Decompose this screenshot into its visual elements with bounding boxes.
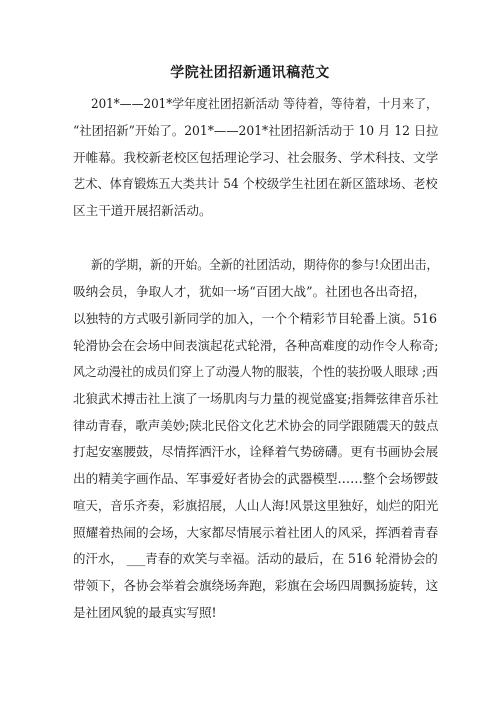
document-title: 学院社团招新通讯稿范文: [170, 65, 330, 81]
paragraph-2-line: 新的学期，新的开始。全新的社团活动，期待你的参与!众团出击，: [91, 257, 439, 272]
paragraph-1-line: 艺术、体育锻炼五大类共计 54 个校级学生社团在新区篮球场、老校: [73, 176, 438, 191]
paragraph-2-line: 以独特的方式吸引新同学的加入，一个个精彩节目轮番上演。516: [73, 311, 438, 326]
paragraph-2-line: 是社团风貌的最真实写照!: [73, 605, 217, 620]
paragraph-1-line: 开帷幕。我校新老校区包括理论学习、社会服务、学术科技、文学: [73, 150, 439, 165]
paragraph-1-line: 区主干道开展招新活动。: [73, 203, 212, 218]
paragraph-2-line: 打起安塞腰鼓，尽情挥洒汗水，诠释着气势磅礴。更有书画协会展: [73, 444, 439, 459]
paragraph-1-line: 201*——201*学年度社团招新活动 等待着，等待着，十月来了，: [91, 96, 438, 111]
paragraph-2-line: 喧天，音乐齐奏，彩旗招展，人山人海!风景这里独好，灿烂的阳光: [73, 498, 439, 513]
paragraph-1-line: “社团招新”开始了。201*——201*社团招新活动于 10 月 12 日拉: [73, 123, 439, 138]
paragraph-2-line: 吸纳会员，争取人才，犹如一场“百团大战”。社团也各出奇招，: [73, 284, 426, 299]
paragraph-2-line: 律动青春，歌声美妙;陕北民俗文化艺术协会的同学跟随震天的鼓点: [73, 418, 439, 433]
paragraph-2-line: 轮滑协会在会场中间表演起花式轮滑，各种高难度的动作令人称奇;: [73, 338, 439, 353]
paragraph-2-line: 的汗水， ___青春的欢笑与幸福。活动的最后，在 516 轮滑协会的: [73, 551, 438, 566]
paragraph-2-line: 带领下，各协会举着会旗绕场奔跑，彩旗在会场四周飘扬旋转，这: [73, 578, 439, 593]
paragraph-2-line: 北狼武术搏击社上演了一场肌肉与力量的视觉盛宴;指舞弦律音乐社: [73, 391, 439, 406]
paragraph-2-line: 出的精美字画作品、军事爱好者协会的武器模型……整个会场锣鼓: [73, 471, 439, 486]
paragraph-2-line: 风之动漫社的成员们穿上了动漫人物的服装，个性的装扮吸人眼球 ;西: [73, 364, 439, 379]
paragraph-2-line: 照耀着热闹的会场，大家都尽情展示着社团人的风采，挥洒着青春: [73, 525, 439, 540]
